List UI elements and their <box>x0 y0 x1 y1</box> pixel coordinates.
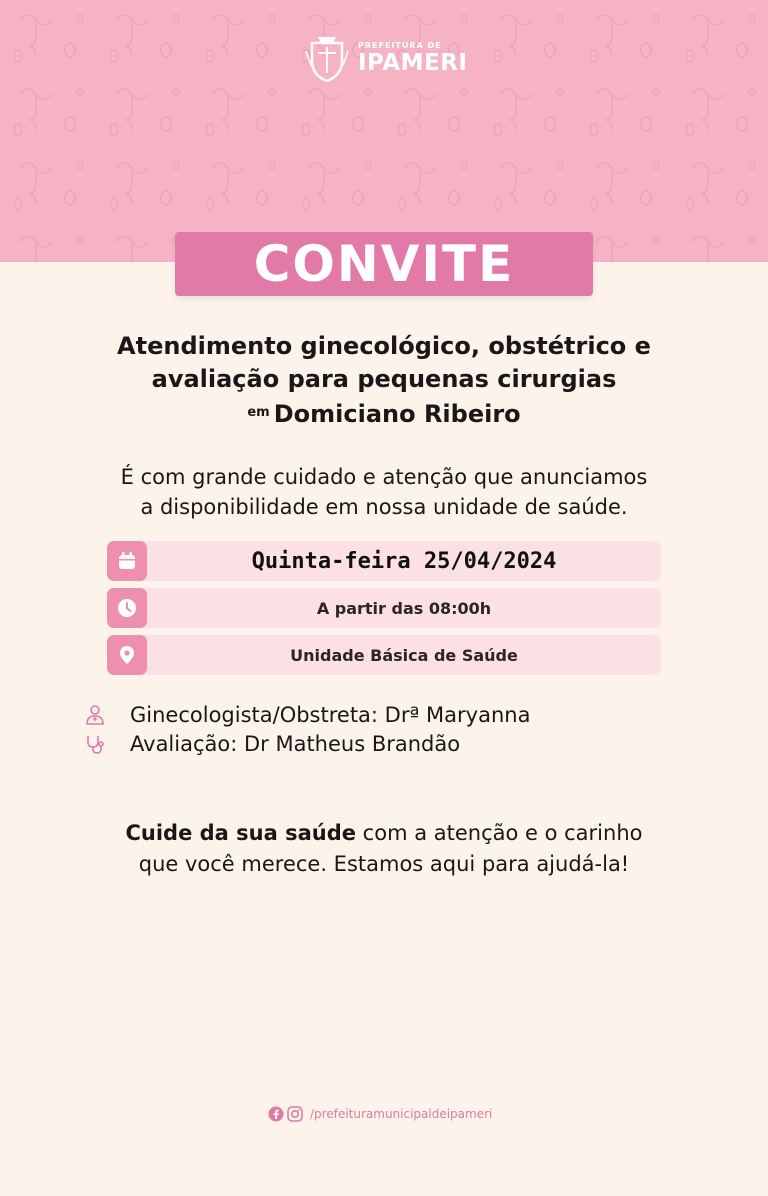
title-line-1: Atendimento ginecológico, obstétrico e <box>117 332 651 360</box>
event-date: Quinta-feira 25/04/2024 <box>251 548 557 574</box>
clock-icon <box>107 588 147 628</box>
doctor-icon <box>84 704 106 726</box>
intro-text <box>40 462 728 522</box>
location-pin-icon <box>107 635 147 675</box>
event-location: Unidade Básica de Saúde <box>290 645 518 665</box>
instagram-icon[interactable] <box>287 1106 303 1122</box>
info-row-date <box>107 541 661 581</box>
staff-gyneco <box>84 700 704 729</box>
closing-line-1 <box>40 818 728 849</box>
info-row-location <box>107 635 661 675</box>
event-time: A partir das 08:00h <box>316 598 492 618</box>
event-title <box>40 330 728 431</box>
social-footer[interactable] <box>268 1104 492 1124</box>
info-row-time <box>107 588 661 628</box>
staff-list <box>84 700 704 758</box>
closing-rest: com a atenção e o carinho <box>356 821 643 845</box>
prefeitura-logo <box>304 32 474 84</box>
closing-message <box>40 818 728 880</box>
intro-line-2: a disponibilidade em nossa unidade de saúde. <box>140 495 628 519</box>
title-place-line <box>40 396 728 431</box>
title-place: Domiciano Ribeiro <box>273 400 521 428</box>
social-handle[interactable]: /prefeituramunicipaldeipameri <box>310 1107 493 1121</box>
title-prefix: em <box>247 405 270 420</box>
staff-evaluation <box>84 729 704 758</box>
staff-gyneco-text: Ginecologista/Obstreta: Drª Maryanna <box>130 702 531 727</box>
title-line-2: avaliação para pequenas cirurgias <box>151 365 617 393</box>
logo-city-name: IPAMERI <box>358 49 468 76</box>
intro-line-1: É com grande cuidado e atenção que anunciamos <box>120 465 648 489</box>
facebook-icon[interactable] <box>268 1106 284 1122</box>
closing-line-2: que você merece. Estamos aqui para ajudá-la! <box>138 852 630 876</box>
stethoscope-icon <box>84 733 106 755</box>
header <box>0 0 768 262</box>
staff-evaluation-text: Avaliação: Dr Matheus Brandão <box>130 731 461 756</box>
logo-small-text: PREFEITURA DE <box>358 40 442 50</box>
city-crest-icon <box>304 33 350 83</box>
convite-banner <box>175 232 593 296</box>
banner-label: CONVITE <box>253 235 515 293</box>
calendar-icon <box>107 541 147 581</box>
closing-bold: Cuide da sua saúde <box>125 821 356 845</box>
